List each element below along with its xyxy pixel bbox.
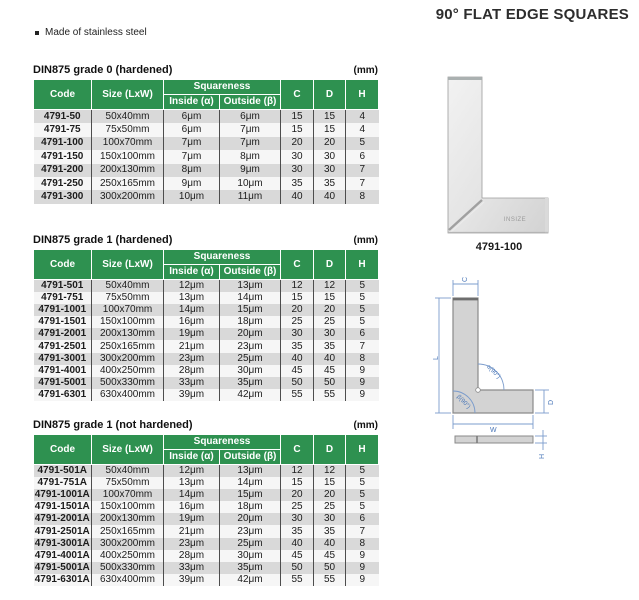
table-row	[34, 190, 379, 203]
value-cell: 7	[346, 177, 379, 190]
column-header-inside-alpha: Inside (α)	[164, 450, 220, 465]
value-cell: 30	[281, 513, 314, 525]
value-cell: 100x70mm	[92, 489, 164, 501]
value-cell: 150x100mm	[92, 501, 164, 513]
value-cell: 500x330mm	[92, 562, 164, 574]
value-cell: 150x100mm	[92, 316, 164, 328]
value-cell: 9	[346, 377, 379, 389]
code-cell: 4791-100	[41, 137, 84, 149]
value-cell: 30	[314, 164, 346, 177]
table-row	[34, 177, 379, 190]
angle-alpha	[478, 364, 504, 390]
table-row	[34, 123, 379, 136]
value-cell: 20	[314, 304, 346, 316]
table-body	[34, 465, 379, 586]
value-cell: 50	[314, 377, 346, 389]
value-cell: 15	[281, 110, 314, 124]
table-row	[34, 328, 379, 340]
column-header-d: D	[314, 250, 346, 280]
flat-edge-square-image	[448, 77, 548, 233]
value-cell: 20	[314, 137, 346, 150]
code-cell: 4791-3001	[38, 352, 87, 364]
value-cell: 19μm	[164, 328, 220, 340]
value-cell: 39μm	[164, 574, 220, 586]
dimension-c	[453, 277, 478, 296]
column-header-outside-beta: Outside (β)	[220, 265, 281, 280]
value-cell: 35	[281, 340, 314, 352]
value-cell: 40	[314, 538, 346, 550]
value-cell: 50	[314, 562, 346, 574]
value-cell: 7	[346, 525, 379, 537]
value-cell: 630x400mm	[92, 389, 164, 401]
value-cell: 13μm	[164, 292, 220, 304]
column-header-h: H	[346, 250, 379, 280]
value-cell: 50	[281, 562, 314, 574]
value-cell: 30	[314, 328, 346, 340]
feature-text: Made of stainless steel	[45, 27, 147, 38]
table-row	[34, 110, 379, 124]
label-h: H	[539, 453, 546, 459]
value-cell: 8	[346, 190, 379, 203]
code-cell: 4791-2501A	[34, 525, 90, 537]
value-cell: 11μm	[220, 190, 281, 203]
value-cell: 33μm	[164, 377, 220, 389]
value-cell: 30	[314, 150, 346, 163]
value-cell: 19μm	[164, 513, 220, 525]
value-cell: 15μm	[220, 489, 281, 501]
code-cell: 4791-5001	[38, 376, 87, 388]
value-cell: 14μm	[220, 292, 281, 304]
value-cell: 33μm	[164, 562, 220, 574]
value-cell: 18μm	[220, 316, 281, 328]
value-cell: 10μm	[220, 177, 281, 190]
column-header-inside-alpha: Inside (α)	[164, 265, 220, 280]
label-l: L	[433, 356, 440, 360]
table-caption: DIN875 grade 1 (hardened)	[33, 234, 173, 246]
value-cell: 75x50mm	[92, 292, 164, 304]
table-caption-row	[33, 234, 378, 247]
dimension-d	[535, 390, 555, 413]
value-cell: 400x250mm	[92, 550, 164, 562]
value-cell: 40	[281, 190, 314, 203]
unit-label: (mm)	[353, 65, 378, 76]
value-cell: 23μm	[164, 353, 220, 365]
value-cell: 35	[281, 177, 314, 190]
value-cell: 20	[281, 137, 314, 150]
value-cell: 7μm	[164, 150, 220, 163]
unit-label: (mm)	[353, 420, 378, 431]
value-cell: 20	[314, 489, 346, 501]
value-cell: 5	[346, 489, 379, 501]
corner-relief-notch	[476, 388, 481, 393]
column-header-code: Code	[34, 80, 92, 110]
value-cell: 50	[281, 377, 314, 389]
column-header-squareness: Squareness	[164, 250, 281, 265]
table-row	[34, 377, 379, 389]
table-caption-row	[33, 64, 378, 77]
value-cell: 250x165mm	[92, 177, 164, 190]
value-cell: 15	[314, 123, 346, 136]
value-cell: 40	[314, 190, 346, 203]
value-cell: 15	[281, 477, 314, 489]
table-row	[34, 525, 379, 537]
value-cell: 21μm	[164, 525, 220, 537]
column-header-d: D	[314, 435, 346, 465]
code-cell: 4791-751	[41, 292, 84, 304]
code-cell: 4791-1501	[38, 316, 87, 328]
value-cell: 5	[346, 280, 379, 293]
value-cell: 300x200mm	[92, 190, 164, 203]
brand-logo: INSIZE	[503, 217, 527, 223]
value-cell: 100x70mm	[92, 137, 164, 150]
code-cell: 4791-200	[41, 164, 84, 176]
table-row	[34, 465, 379, 478]
value-cell: 12	[314, 465, 346, 478]
value-cell: 200x130mm	[92, 513, 164, 525]
label-c: C	[462, 276, 469, 282]
feature-bullet	[35, 27, 147, 38]
value-cell: 75x50mm	[92, 477, 164, 489]
value-cell: 23μm	[220, 340, 281, 352]
table-row	[34, 389, 379, 401]
value-cell: 15	[281, 123, 314, 136]
table-row	[34, 280, 379, 293]
value-cell: 9	[346, 562, 379, 574]
value-cell: 30	[281, 164, 314, 177]
code-cell: 4791-2001A	[34, 513, 90, 525]
table-caption: DIN875 grade 1 (not hardened)	[33, 419, 193, 431]
value-cell: 6	[346, 328, 379, 340]
value-cell: 20	[281, 304, 314, 316]
table-row	[34, 137, 379, 150]
value-cell: 9	[346, 550, 379, 562]
value-cell: 42μm	[220, 574, 281, 586]
column-header-c: C	[281, 80, 314, 110]
value-cell: 39μm	[164, 389, 220, 401]
table-header	[34, 435, 379, 465]
value-cell: 23μm	[220, 525, 281, 537]
value-cell: 13μm	[220, 465, 281, 478]
value-cell: 16μm	[164, 316, 220, 328]
column-header-h: H	[346, 80, 379, 110]
table-row	[34, 562, 379, 574]
table-header	[34, 80, 379, 110]
table-row	[34, 550, 379, 562]
code-cell: 4791-5001A	[34, 561, 90, 573]
column-header-squareness: Squareness	[164, 80, 281, 95]
value-cell: 300x200mm	[92, 353, 164, 365]
column-header-size: Size (LxW)	[92, 435, 164, 465]
table-row	[34, 477, 379, 489]
table-body	[34, 280, 379, 401]
code-cell: 4791-501	[41, 280, 84, 292]
table-caption-row	[33, 419, 378, 432]
value-cell: 14μm	[164, 304, 220, 316]
value-cell: 15	[314, 110, 346, 124]
product-code-label: 4791-100	[475, 241, 523, 253]
value-cell: 12μm	[164, 280, 220, 293]
column-header-size: Size (LxW)	[92, 250, 164, 280]
table-row	[34, 538, 379, 550]
table-row	[34, 501, 379, 513]
table-body	[34, 110, 379, 204]
column-header-squareness: Squareness	[164, 435, 281, 450]
value-cell: 30	[281, 328, 314, 340]
table-row	[34, 150, 379, 163]
value-cell: 28μm	[164, 550, 220, 562]
value-cell: 35	[314, 340, 346, 352]
value-cell: 150x100mm	[92, 150, 164, 163]
code-cell: 4791-6301A	[34, 573, 90, 585]
value-cell: 21μm	[164, 340, 220, 352]
column-header-size: Size (LxW)	[92, 80, 164, 110]
value-cell: 25	[314, 501, 346, 513]
code-cell: 4791-751A	[37, 477, 87, 489]
value-cell: 5	[346, 292, 379, 304]
spec-table	[33, 434, 379, 586]
dimension-w	[453, 415, 533, 434]
value-cell: 6	[346, 150, 379, 163]
table-row	[34, 574, 379, 586]
spec-section-grade0-hardened	[33, 64, 378, 204]
value-cell: 7	[346, 164, 379, 177]
value-cell: 250x165mm	[92, 340, 164, 352]
value-cell: 6μm	[164, 123, 220, 136]
product-photo	[432, 66, 632, 241]
value-cell: 7μm	[220, 123, 281, 136]
value-cell: 25	[314, 316, 346, 328]
column-header-code: Code	[34, 435, 92, 465]
value-cell: 55	[281, 574, 314, 586]
value-cell: 6μm	[220, 110, 281, 124]
label-w: W	[490, 427, 497, 434]
code-cell: 4791-6301	[38, 388, 87, 400]
value-cell: 75x50mm	[92, 123, 164, 136]
value-cell: 50x40mm	[92, 110, 164, 124]
value-cell: 4	[346, 110, 379, 124]
column-header-c: C	[281, 435, 314, 465]
value-cell: 8μm	[164, 164, 220, 177]
value-cell: 6μm	[164, 110, 220, 124]
dimension-h	[535, 430, 547, 459]
value-cell: 630x400mm	[92, 574, 164, 586]
value-cell: 5	[346, 137, 379, 150]
column-header-code: Code	[34, 250, 92, 280]
code-cell: 4791-4001	[38, 364, 87, 376]
top-bevel	[448, 77, 482, 80]
value-cell: 15μm	[220, 304, 281, 316]
label-beta: β(90°)	[455, 394, 472, 411]
value-cell: 20μm	[220, 328, 281, 340]
value-cell: 9	[346, 389, 379, 401]
value-cell: 300x200mm	[92, 538, 164, 550]
value-cell: 9μm	[220, 164, 281, 177]
code-cell: 4791-2501	[38, 340, 87, 352]
value-cell: 500x330mm	[92, 377, 164, 389]
value-cell: 20μm	[220, 513, 281, 525]
value-cell: 28μm	[164, 365, 220, 377]
code-cell: 4791-150	[41, 150, 84, 162]
column-header-h: H	[346, 435, 379, 465]
unit-label: (mm)	[353, 235, 378, 246]
value-cell: 7	[346, 340, 379, 352]
value-cell: 30μm	[220, 365, 281, 377]
value-cell: 12	[281, 280, 314, 293]
code-cell: 4791-4001A	[34, 549, 90, 561]
value-cell: 100x70mm	[92, 304, 164, 316]
value-cell: 45	[314, 365, 346, 377]
value-cell: 5	[346, 316, 379, 328]
value-cell: 30	[314, 513, 346, 525]
value-cell: 35μm	[220, 377, 281, 389]
dimension-diagram	[425, 272, 637, 470]
value-cell: 45	[281, 365, 314, 377]
table-row	[34, 365, 379, 377]
table-row	[34, 304, 379, 316]
spec-table	[33, 249, 379, 401]
label-d: D	[548, 399, 555, 405]
side-view	[455, 436, 533, 443]
value-cell: 10μm	[164, 190, 220, 203]
value-cell: 25	[281, 316, 314, 328]
value-cell: 200x130mm	[92, 164, 164, 177]
value-cell: 9μm	[164, 177, 220, 190]
column-header-d: D	[314, 80, 346, 110]
value-cell: 25μm	[220, 538, 281, 550]
value-cell: 12μm	[164, 465, 220, 478]
table-row	[34, 513, 379, 525]
value-cell: 200x130mm	[92, 328, 164, 340]
value-cell: 9	[346, 574, 379, 586]
code-cell: 4791-50	[43, 110, 81, 122]
value-cell: 13μm	[220, 280, 281, 293]
value-cell: 35	[314, 525, 346, 537]
value-cell: 5	[346, 477, 379, 489]
code-cell: 4791-1501A	[34, 501, 90, 513]
table-caption: DIN875 grade 0 (hardened)	[33, 64, 173, 76]
value-cell: 45	[314, 550, 346, 562]
table-row	[34, 353, 379, 365]
value-cell: 4	[346, 123, 379, 136]
table-row	[34, 292, 379, 304]
value-cell: 8	[346, 353, 379, 365]
bullet-icon	[35, 31, 39, 35]
value-cell: 7μm	[220, 137, 281, 150]
value-cell: 16μm	[164, 501, 220, 513]
value-cell: 13μm	[164, 477, 220, 489]
value-cell: 40	[281, 538, 314, 550]
spec-section-grade1-not-hardened	[33, 419, 378, 586]
value-cell: 5	[346, 304, 379, 316]
table-row	[34, 340, 379, 352]
value-cell: 6	[346, 513, 379, 525]
value-cell: 30	[281, 150, 314, 163]
value-cell: 42μm	[220, 389, 281, 401]
value-cell: 15	[281, 292, 314, 304]
value-cell: 5	[346, 465, 379, 478]
value-cell: 35μm	[220, 562, 281, 574]
code-cell: 4791-1001A	[34, 489, 90, 501]
column-header-c: C	[281, 250, 314, 280]
value-cell: 250x165mm	[92, 525, 164, 537]
table-row	[34, 164, 379, 177]
value-cell: 400x250mm	[92, 365, 164, 377]
table-header	[34, 250, 379, 280]
value-cell: 18μm	[220, 501, 281, 513]
value-cell: 45	[281, 550, 314, 562]
dimension-l	[433, 298, 451, 413]
value-cell: 12	[281, 465, 314, 478]
value-cell: 50x40mm	[92, 280, 164, 293]
value-cell: 12	[314, 280, 346, 293]
label-alpha: α(90°)	[485, 364, 502, 381]
value-cell: 15	[314, 477, 346, 489]
code-cell: 4791-501A	[37, 465, 87, 477]
value-cell: 35	[314, 177, 346, 190]
value-cell: 40	[281, 353, 314, 365]
value-cell: 55	[314, 389, 346, 401]
column-header-inside-alpha: Inside (α)	[164, 95, 220, 110]
code-cell: 4791-300	[41, 191, 84, 203]
value-cell: 7μm	[164, 137, 220, 150]
value-cell: 14μm	[220, 477, 281, 489]
column-header-outside-beta: Outside (β)	[220, 450, 281, 465]
table-row	[34, 316, 379, 328]
value-cell: 25μm	[220, 353, 281, 365]
value-cell: 40	[314, 353, 346, 365]
value-cell: 50x40mm	[92, 465, 164, 478]
value-cell: 30μm	[220, 550, 281, 562]
square-outline	[453, 298, 533, 413]
code-cell: 4791-3001A	[34, 537, 90, 549]
spec-section-grade1-hardened	[33, 234, 378, 401]
value-cell: 35	[281, 525, 314, 537]
code-cell: 4791-1001	[38, 304, 87, 316]
value-cell: 55	[314, 574, 346, 586]
value-cell: 15	[314, 292, 346, 304]
value-cell: 9	[346, 365, 379, 377]
table-row	[34, 489, 379, 501]
value-cell: 23μm	[164, 538, 220, 550]
page-title: 90° FLAT EDGE SQUARES	[435, 6, 629, 23]
value-cell: 8μm	[220, 150, 281, 163]
value-cell: 55	[281, 389, 314, 401]
code-cell: 4791-250	[41, 177, 84, 189]
value-cell: 25	[281, 501, 314, 513]
code-cell: 4791-75	[43, 124, 81, 136]
code-cell: 4791-2001	[38, 328, 87, 340]
value-cell: 20	[281, 489, 314, 501]
value-cell: 8	[346, 538, 379, 550]
value-cell: 14μm	[164, 489, 220, 501]
column-header-outside-beta: Outside (β)	[220, 95, 281, 110]
spec-table	[33, 79, 379, 204]
value-cell: 5	[346, 501, 379, 513]
